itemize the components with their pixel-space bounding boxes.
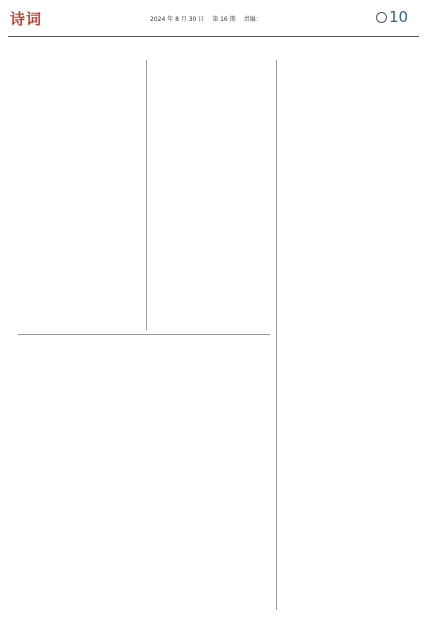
poem-title bbox=[154, 82, 270, 91]
poem-title bbox=[18, 106, 138, 115]
poem bbox=[149, 356, 270, 365]
section-banner bbox=[282, 68, 412, 78]
column-logo: 诗词 bbox=[10, 10, 43, 28]
poem-title bbox=[282, 138, 412, 147]
poem bbox=[282, 82, 412, 91]
poem bbox=[18, 120, 138, 129]
issue-number: 第 16 期 bbox=[212, 16, 236, 23]
poem bbox=[154, 138, 270, 147]
poem bbox=[282, 124, 412, 133]
section-banner bbox=[18, 344, 139, 354]
poem bbox=[18, 176, 138, 185]
poem-title bbox=[149, 370, 270, 379]
poem-title bbox=[282, 166, 412, 175]
poem bbox=[18, 78, 138, 87]
poem bbox=[154, 96, 270, 105]
poem-title bbox=[18, 386, 139, 395]
section-banner bbox=[154, 68, 270, 78]
poem-title bbox=[154, 152, 270, 161]
poem bbox=[154, 82, 270, 91]
page-header bbox=[0, 0, 427, 38]
poem-title bbox=[18, 78, 138, 87]
poem-title bbox=[154, 96, 270, 105]
poem bbox=[282, 110, 412, 119]
column-divider bbox=[276, 60, 277, 610]
poem-title bbox=[149, 342, 270, 351]
poem-title bbox=[154, 138, 270, 147]
poem bbox=[149, 342, 270, 351]
poem bbox=[282, 166, 412, 175]
section-banner bbox=[18, 64, 138, 74]
poem-title bbox=[18, 176, 138, 185]
section-banner bbox=[154, 110, 270, 120]
poem bbox=[18, 106, 138, 115]
poem bbox=[18, 134, 138, 143]
poem bbox=[282, 180, 412, 189]
poem bbox=[18, 162, 138, 171]
poem bbox=[282, 138, 412, 147]
poem-title bbox=[282, 96, 412, 105]
poem-title bbox=[154, 124, 270, 133]
poem-title bbox=[18, 120, 138, 129]
poem bbox=[18, 372, 139, 381]
section-divider bbox=[18, 334, 270, 335]
poem bbox=[18, 358, 139, 367]
page-number: 10 bbox=[389, 8, 409, 26]
poem-title bbox=[282, 110, 412, 119]
column-2 bbox=[154, 66, 270, 322]
section-banner bbox=[18, 92, 138, 102]
poem bbox=[154, 124, 270, 133]
poem bbox=[18, 148, 138, 157]
poem bbox=[149, 384, 270, 393]
editor-credit: 责编： bbox=[243, 16, 262, 23]
poem-title bbox=[18, 358, 139, 367]
poem bbox=[18, 386, 139, 395]
header-info bbox=[150, 14, 268, 23]
poem bbox=[282, 152, 412, 161]
poem bbox=[282, 96, 412, 105]
column-lower bbox=[18, 342, 270, 614]
column-divider bbox=[146, 60, 147, 330]
poem-title bbox=[282, 180, 412, 189]
poem-title bbox=[18, 372, 139, 381]
poem-title bbox=[18, 148, 138, 157]
poem-title bbox=[18, 134, 138, 143]
page-marker-icon bbox=[376, 12, 387, 23]
poem-title bbox=[149, 356, 270, 365]
poem-title bbox=[282, 152, 412, 161]
column-1 bbox=[18, 62, 138, 330]
column-3 bbox=[282, 66, 412, 606]
poem-title bbox=[282, 82, 412, 91]
issue-date: 2024 年 8 月 30 日 bbox=[150, 16, 205, 23]
poem bbox=[149, 370, 270, 379]
poem-title bbox=[282, 124, 412, 133]
poem-title bbox=[149, 384, 270, 393]
poem-title bbox=[18, 162, 138, 171]
header-rule bbox=[8, 36, 419, 37]
poem bbox=[154, 152, 270, 161]
